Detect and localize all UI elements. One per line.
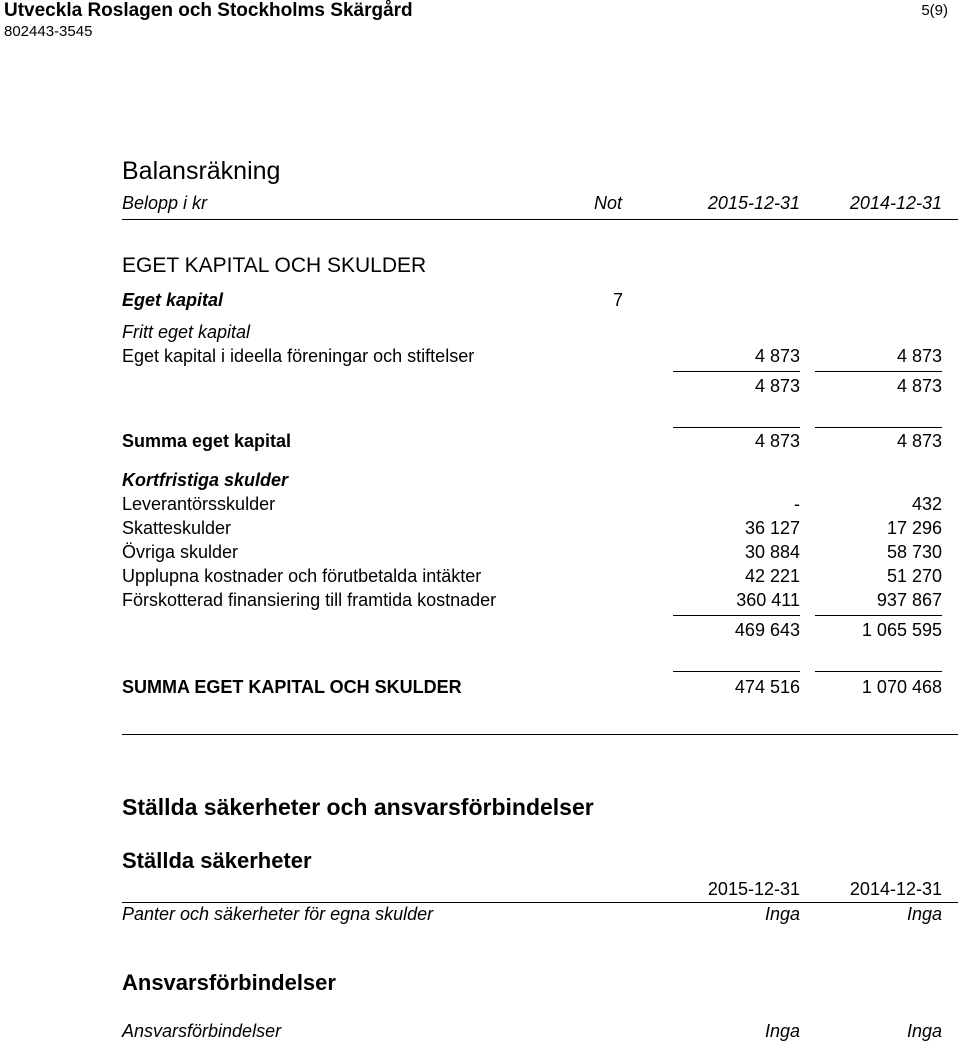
date-column-1-header: 2015-12-31 [707, 193, 800, 213]
page-number: 5(9) [921, 2, 948, 19]
sum-line-col1 [673, 427, 800, 428]
free-equity-subheading: Fritt eget kapital [122, 322, 251, 342]
balance-sheet-title: Balansräkning [122, 157, 281, 185]
sum-line-col2 [815, 427, 942, 428]
equity-liabilities-section-title: EGET KAPITAL OCH SKULDER [122, 254, 427, 277]
current-liabilities-heading: Kortfristiga skulder [122, 470, 289, 490]
contingent-liabilities-heading: Ansvarsförbindelser [122, 970, 336, 995]
equity-subtotal-2014: 4 873 [896, 376, 942, 396]
value-2014: 432 [911, 494, 942, 514]
header-divider [122, 219, 958, 220]
pledged-securities-heading: Ställda säkerheter [122, 848, 312, 873]
equity-heading: Eget kapital [122, 290, 224, 310]
row-label: Leverantörsskulder [122, 494, 276, 514]
value-2015: 42 221 [744, 566, 800, 586]
equity-total-2014: 4 873 [896, 431, 942, 451]
row-label: Förskotterad finansiering till framtida kostnader [122, 590, 497, 610]
equity-subtotal-2015: 4 873 [754, 376, 800, 396]
row-label: Panter och säkerheter för egna skulder [122, 904, 434, 924]
equity-total-label: Summa eget kapital [122, 431, 292, 451]
sum-line-col2 [815, 371, 942, 372]
sum-line-col1 [673, 615, 800, 616]
value-2015: - [794, 494, 800, 514]
sum-line-col1 [673, 671, 800, 672]
value-2015: 30 884 [744, 542, 800, 562]
row-label: Skatteskulder [122, 518, 232, 538]
grand-total-label: SUMMA EGET KAPITAL OCH SKULDER [122, 677, 462, 697]
liabilities-subtotal-2015: 469 643 [734, 620, 800, 640]
grand-total-2015: 474 516 [734, 677, 800, 697]
sum-line-col2 [815, 671, 942, 672]
row-label: Ansvarsförbindelser [122, 1021, 282, 1041]
section-divider [122, 734, 958, 735]
value-2015: 4 873 [754, 346, 800, 366]
date-column-2-header: 2014-12-31 [849, 193, 942, 213]
liabilities-subtotal-2014: 1 065 595 [861, 620, 942, 640]
organization-number: 802443-3545 [4, 23, 93, 40]
sum-line-col1 [673, 371, 800, 372]
row-label: Eget kapital i ideella föreningar och stiftelser [122, 346, 475, 366]
value-2014: 17 296 [886, 518, 942, 538]
row-label: Övriga skulder [122, 542, 239, 562]
sum-line-col2 [815, 615, 942, 616]
organization-name: Utveckla Roslagen och Stockholms Skärgård [4, 0, 413, 21]
securities-section-title: Ställda säkerheter och ansvarsförbindelser [122, 794, 594, 820]
amount-unit-label: Belopp i kr [122, 193, 208, 213]
value-2015: Inga [764, 904, 800, 924]
value-2014: 4 873 [896, 346, 942, 366]
value-2014: 937 867 [876, 590, 942, 610]
note-column-header: Not [594, 193, 623, 213]
value-2014: 51 270 [886, 566, 942, 586]
equity-total-2015: 4 873 [754, 431, 800, 451]
value-2014: 58 730 [886, 542, 942, 562]
value-2014: Inga [906, 1021, 942, 1041]
value-2015: 36 127 [744, 518, 800, 538]
value-2015: Inga [764, 1021, 800, 1041]
row-label: Upplupna kostnader och förutbetalda intäkter [122, 566, 482, 586]
date-column-1-header: 2015-12-31 [707, 879, 800, 899]
date-column-2-header: 2014-12-31 [849, 879, 942, 899]
value-2015: 360 411 [736, 590, 800, 610]
header-divider [122, 902, 958, 903]
equity-note-ref: 7 [613, 290, 624, 310]
value-2014: Inga [906, 904, 942, 924]
grand-total-2014: 1 070 468 [861, 677, 942, 697]
